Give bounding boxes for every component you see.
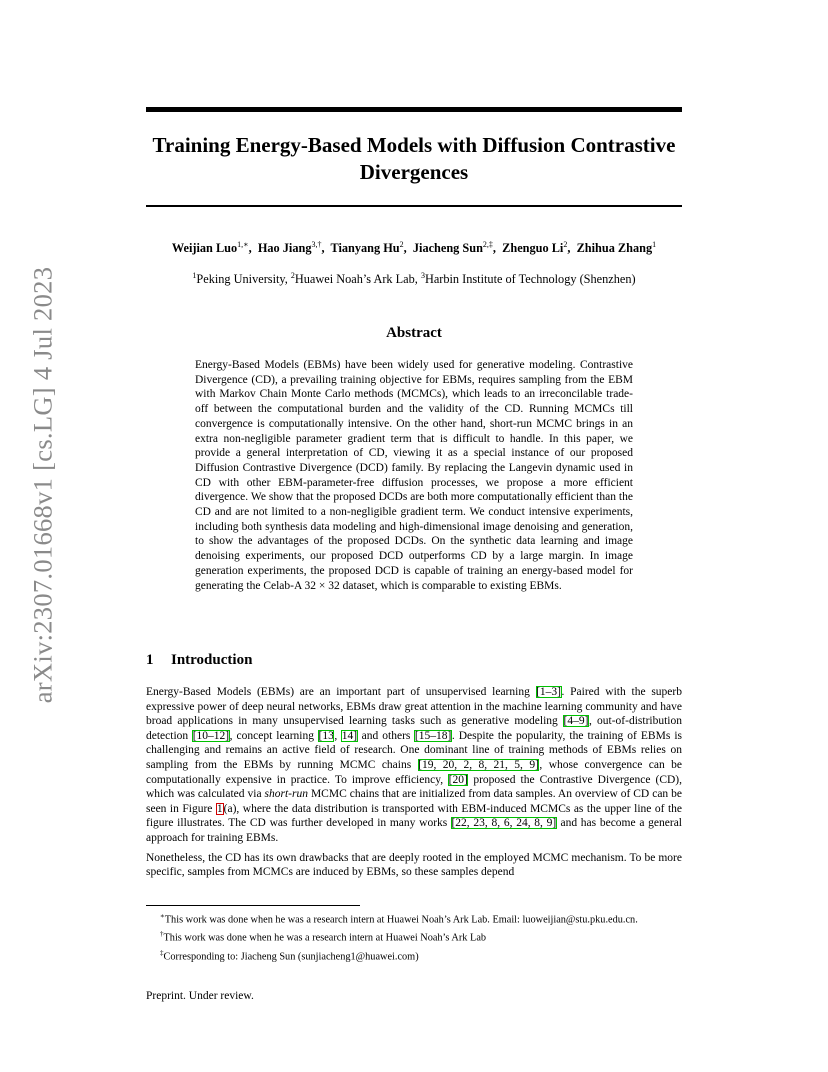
footnote-mark: † [160,930,164,939]
text-run: MCMC chains that are initialized from data samples. An overview of CD can be seen in Figure [146,788,682,815]
figure-link[interactable]: 1 [216,802,223,815]
text-run: and others [357,729,415,742]
author-marks: 2,‡ [482,240,493,249]
text-run: Energy-Based Models (EBMs) are an important part of unsupervised learning [146,686,536,698]
author-marks: 1,∗ [237,240,249,249]
citation-link[interactable]: [20] [448,773,468,786]
author-name: Tianyang Hu [330,241,400,256]
arxiv-identifier: arXiv:2307.01668v1 [cs.LG] 4 Jul 2023 [27,266,58,704]
citation-link[interactable]: [13 [318,729,334,742]
author-name: Weijian Luo [171,241,238,256]
paragraph [146,685,682,846]
abstract-text: Energy-Based Models (EBMs) have been widely used for generative modeling. Contrastive Divergence (CD), a prevailing training objective for EBMs, requires sampling from the EBM with Markov Chain Monte Carlo methods (MCMCs), which leads to an irreconcilable trade-off between the computational burden and the validity of the CD. Running MCMCs till convergence is computationally intensive. On the other hand, short-run MCMC brings in an extra non-negligible parameter gradient term that is difficult to handle. In this paper, we provide a general interpretation of CD, viewing it as a special instance of our proposed Diffusion Contrastive Divergence (DCD) family. By replacing the Langevin dynamic used in CD with other EBM-parameter-free diffusion processes, we propose a more efficient divergence. We show that the proposed DCDs are both more computationally efficient than the CD and are not limited to a non-negligible gradient term. We conduct intensive experiments, including both synthesis data modeling and high-dimensional image denoising and generation, to show the advantages of the proposed DCDs. On the synthetic data learning and image denoising experiments, our proposed DCD outperforms CD by a large margin. In image generation experiments, the proposed DCD is capable of training an energy-based model for generating the Celab-A 32 × 32 dataset, which is comparable to existing EBMs. [195,359,633,592]
text-run: and has become a general approach for training EBMs. [146,817,682,844]
author-name: Zhihua Zhang [576,241,653,256]
author-name: Jiacheng Sun [412,241,483,256]
citation-link[interactable]: [19, 20, 2, 8, 21, 5, 9] [418,758,539,771]
author-marks: 1 [652,240,657,249]
footnote-mark: ∗ [160,912,165,920]
author-name: Hao Jiang [257,241,312,256]
text-run: . Paired with the superb expressive power of deep neural networks, EBMs draw great attention in the machine learning community and have broad applications in many unsupervised learning tasks such as generative modeling [146,686,682,728]
citation-link[interactable]: [4–9] [563,715,589,728]
author-name: Zhenguo Li [502,241,564,256]
affiliation: Peking University, [196,272,288,287]
text-run: , [334,729,342,742]
footnote-mark: ‡ [160,948,164,957]
footnote [146,947,682,963]
text-run: proposed the Contrastive Divergence (CD), which was calculated via [146,773,683,801]
affiliation-list [100,271,728,287]
text-run: , whose convergence can be computationally expensive in practice. To improve efficiency, [146,758,682,786]
title-rule-bottom [146,205,682,207]
citation-link[interactable]: 14] [341,729,358,742]
affiliation: Harbin Institute of Technology (Shenzhen) [424,272,636,287]
footnote-text: This work was done when he was a research intern at Huawei Noah’s Ark Lab. Email: luoweijian@stu.pku.edu.cn. [164,914,638,926]
text-run: (a), where the data distribution is transported with EBM-induced MCMCs as the upper line of the figure illustrates. The CD was further developed in many works [146,802,682,830]
author-list: Weijian Luo$^{1,∗}$, Hao Jiang$^{3,\dagger}$, Tianyang Hu$^2$, Jiacheng Sun$^{2,\ddagger}$, Zhenguo Li$^2$, Zhihua Zhang$^1$ [171,240,657,256]
paragraph: Nonetheless, the CD has its own drawbacks that are deeply rooted in the employed MCMC mechanism. To be more specific, samples from MCMCs are induced by EBMs, so these samples depend [146,851,682,879]
citation-link[interactable]: [1–3] [536,686,562,698]
affiliation-number: 1 [192,271,197,280]
body-text [146,685,682,885]
citation-link[interactable]: [22, 23, 8, 6, 24, 8, 9] [451,817,557,830]
emphasis: short-run [264,788,308,801]
section-number: 1 [146,652,154,668]
paper-title: Training Energy-Based Models with Diffusion Contrastive Divergences [152,133,676,184]
footnotes [146,910,682,965]
footnote [146,910,682,926]
footnote [146,928,682,944]
section-heading [146,652,252,669]
author-marks: 3,† [311,240,322,249]
author-marks: 2 [563,240,568,249]
text-run: , out-of-distribution detection [146,715,682,742]
abstract-heading: Abstract [386,325,442,341]
citation-link[interactable]: [10–12] [192,729,230,742]
text-run: . Despite the popularity, the training of EBMs is challenging and remains an active field of research. One dominant line of training methods of EBMs relies on sampling from the EBMs by running MCMC chains [146,729,683,771]
title-rule-top [146,107,682,112]
text-run: , concept learning [229,729,319,742]
affiliation: Huawei Noah’s Ark Lab, [294,272,418,287]
citation-link[interactable]: [15–18] [414,729,452,742]
author-marks: 2 [399,240,404,249]
affiliation-number: 3 [420,271,425,280]
footnote-rule [146,905,360,906]
section-title: Introduction [171,652,253,668]
footnote-text: Corresponding to: Jiacheng Sun (sunjiacheng1@huawei.com) [163,951,419,963]
preprint-note: Preprint. Under review. [146,990,254,1002]
footnote-text: This work was done when he was a research intern at Huawei Noah’s Ark Lab [163,932,487,944]
affiliation-number: 2 [290,271,295,280]
